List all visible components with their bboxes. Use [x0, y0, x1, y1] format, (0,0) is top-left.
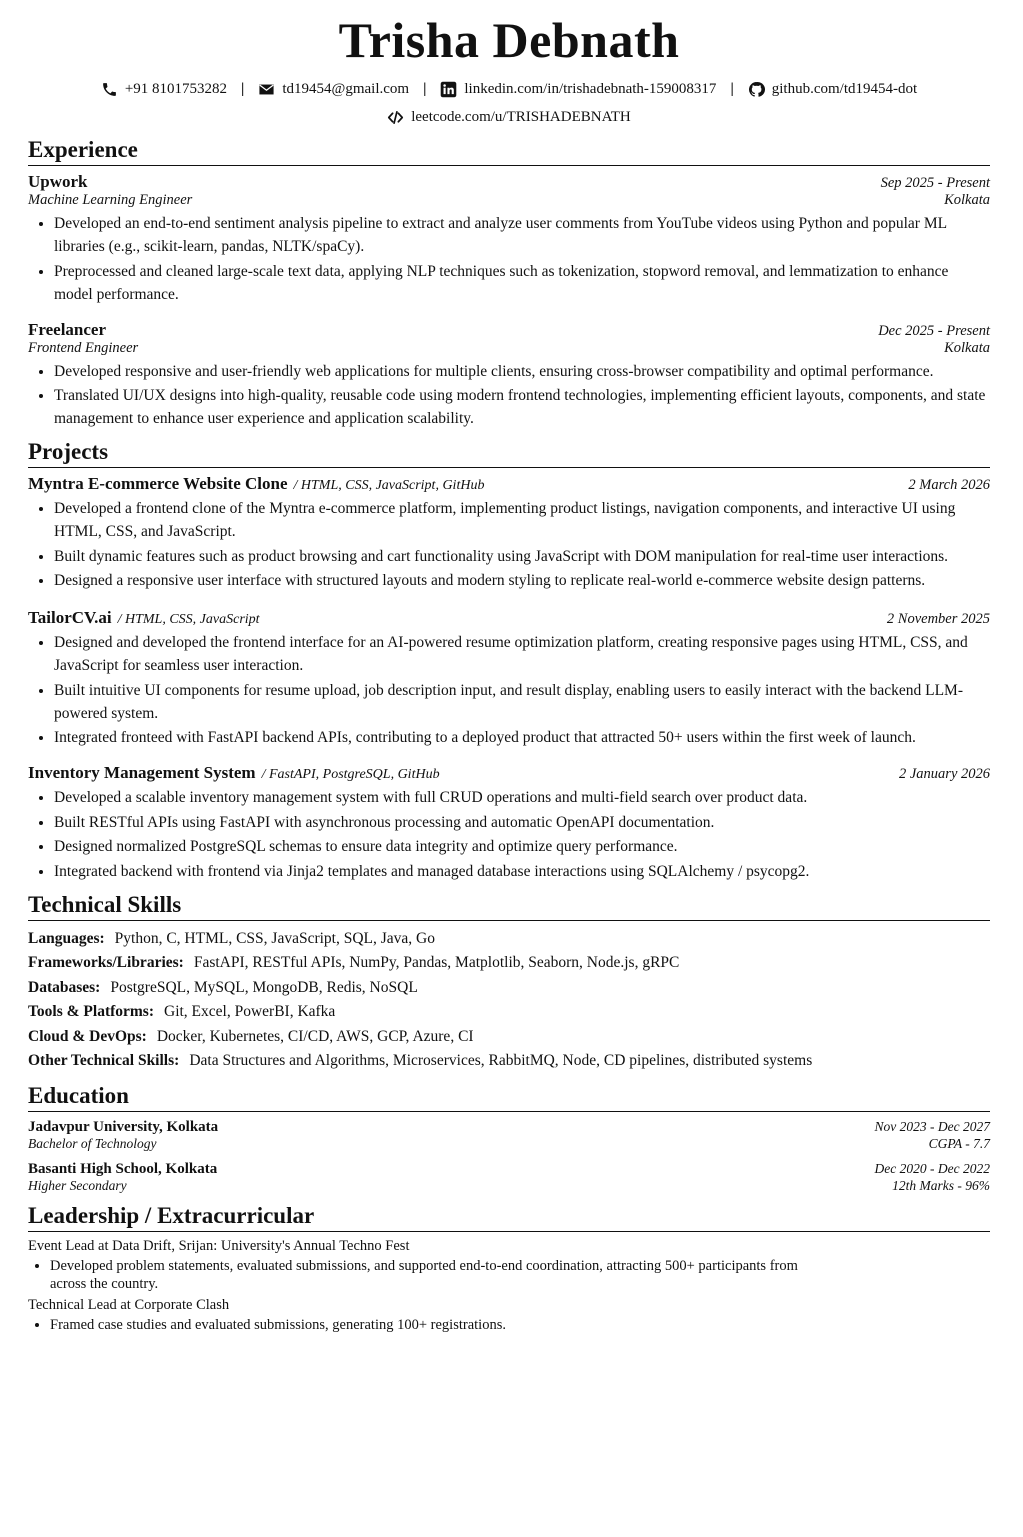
experience-entry [28, 320, 990, 431]
education-entry [28, 1119, 990, 1152]
project-name: Myntra E-commerce Website Clone [28, 474, 288, 493]
bullet-list [28, 497, 990, 592]
skill-label: Frameworks/Libraries: [28, 954, 184, 971]
job-location: Kolkata [944, 192, 990, 208]
github-contact[interactable] [748, 81, 917, 98]
degree: Bachelor of Technology [28, 1135, 157, 1151]
project-entry [28, 763, 990, 883]
skill-row [28, 1049, 990, 1074]
skill-value: Docker, Kubernetes, CI/CD, AWS, GCP, Azure, CI [156, 1027, 474, 1045]
bullet-item: • Developed problem statements, evaluated submissions, and supported end-to-end coordination, attracting 500+ participants from across the country. [50, 1257, 810, 1293]
bullet-item: • Integrated backend with frontend via Jinja2 templates and managed database interactions using SQLAlchemy / psycopg2. [54, 860, 990, 883]
bullet-item: • Developed responsive and user-friendly web applications for multiple clients, ensuring cross-browser compatibility and optimal performance. [54, 360, 990, 383]
project-entry [28, 474, 990, 592]
skill-label: Tools & Platforms: [28, 1003, 154, 1020]
job-role: Frontend Engineer [28, 339, 139, 356]
skills-heading: Technical Skills [28, 891, 990, 921]
bullet-list [28, 631, 990, 749]
skill-value: Python, C, HTML, CSS, JavaScript, SQL, Java, Go [114, 929, 435, 947]
contact-separator: | [730, 80, 734, 97]
bullet-item: • Built dynamic features such as product browsing and cart functionality using JavaScript with DOM manipulation for real-time user interactions. [54, 545, 990, 568]
contact-separator: | [423, 80, 427, 97]
skill-row [28, 976, 990, 1001]
skill-value: Data Structures and Algorithms, Microservices, RabbitMQ, Node, CD pipelines, distributed systems [189, 1052, 813, 1069]
bullet-item: • Developed an end-to-end sentiment analysis pipeline to extract and analyze user comments from YouTube videos using Python and popular ML libraries (e.g., scikit-learn, pandas, NLTK/spaCy). [54, 212, 990, 258]
grade: 12th Marks - 96% [892, 1177, 990, 1193]
education-entry [28, 1161, 990, 1194]
leadership-heading: Leadership / Extracurricular [28, 1202, 990, 1232]
bullet-item: • Built RESTful APIs using FastAPI with asynchronous processing and automatic OpenAPI documentation. [54, 811, 990, 834]
leadership-role: Event Lead at Data Drift, Srijan: University's Annual Techno Fest [28, 1237, 410, 1254]
education-date: Nov 2023 - Dec 2027 [874, 1118, 990, 1134]
candidate-name: Trisha Debnath [338, 12, 680, 68]
project-date: 2 January 2026 [898, 766, 990, 782]
skill-value: FastAPI, RESTful APIs, NumPy, Pandas, Matplotlib, Seaborn, Node.js, gRPC [193, 954, 680, 971]
experience-heading: Experience [28, 136, 990, 166]
skill-value: PostgreSQL, MySQL, MongoDB, Redis, NoSQL [110, 978, 418, 996]
linkedin-url: linkedin.com/in/trishadebnath-159008317 [464, 80, 717, 97]
project-entry [28, 608, 990, 749]
bullet-item: • Framed case studies and evaluated submissions, generating 100+ registrations. [50, 1316, 810, 1334]
contact-bar [28, 78, 990, 100]
job-role: Machine Learning Engineer [28, 192, 193, 208]
bullet-item: • Integrated fronteed with FastAPI backend APIs, contributing to a deployed product that attracted 50+ users within the first week of launch. [54, 726, 990, 749]
bullet-item: • Designed normalized PostgreSQL schemas to ensure data integrity and optimize query performance. [54, 835, 990, 858]
skill-value: Git, Excel, PowerBI, Kafka [164, 1003, 336, 1020]
education-date: Dec 2020 - Dec 2022 [874, 1160, 990, 1176]
bullet-item: • Translated UI/UX designs into high-quality, reusable code using modern frontend technologies, implementing efficient layouts, components, and state management to enhance user experience and application scalability. [54, 384, 990, 430]
project-tech: / HTML, CSS, JavaScript, GitHub [293, 478, 485, 493]
bullet-item: • Developed a frontend clone of the Myntra e-commerce platform, implementing product listings, navigation components, and interactive UI using HTML, CSS, and JavaScript. [54, 497, 990, 543]
education-heading: Education [28, 1082, 990, 1112]
leetcode-url: leetcode.com/u/TRISHADEBNATH [411, 108, 631, 125]
company-name: Freelancer [28, 319, 107, 339]
phone-number: +91 8101753282 [124, 80, 228, 97]
project-name: TailorCV.ai [28, 608, 112, 627]
degree: Higher Secondary [28, 1177, 127, 1193]
linkedin-contact[interactable] [440, 81, 716, 98]
leetcode-contact[interactable] [387, 109, 631, 126]
school-name: Basanti High School, Kolkata [28, 1160, 218, 1177]
bullet-list [28, 212, 990, 306]
bullet-item: • Designed a responsive user interface with structured layouts and modern styling to replicate real-world e-commerce website design patterns. [54, 569, 990, 592]
skill-label: Other Technical Skills: [28, 1052, 180, 1069]
job-location: Kolkata [944, 339, 990, 356]
skill-row [28, 1025, 990, 1050]
bullet-item: • Designed and developed the frontend interface for an AI-powered resume optimization platform, creating responsive pages using HTML, CSS, and JavaScript for seamless user interaction. [54, 631, 990, 677]
bullet-list [28, 786, 990, 883]
project-date: 2 March 2026 [908, 477, 990, 493]
bullet-item: • Developed a scalable inventory management system with full CRUD operations and multi-field search over product data. [54, 786, 990, 809]
skill-row [28, 951, 990, 976]
grade: CGPA - 7.7 [928, 1135, 990, 1151]
project-name: Inventory Management System [28, 763, 256, 782]
github-url: github.com/td19454-dot [771, 80, 918, 97]
bullet-list [28, 1257, 990, 1293]
bullet-item: • Built intuitive UI components for resume upload, job description input, and result display, enabling users to easily interact with the backend LLM-powered system. [54, 679, 990, 725]
projects-heading: Projects [28, 438, 990, 468]
code-icon [387, 109, 404, 126]
linkedin-icon [440, 81, 457, 98]
bullet-list [28, 1316, 990, 1334]
date-range: Dec 2025 - Present [878, 322, 990, 339]
skill-row [28, 927, 990, 952]
project-tech: / FastAPI, PostgreSQL, GitHub [261, 767, 440, 782]
date-range: Sep 2025 - Present [880, 175, 990, 191]
bullet-item: • Preprocessed and cleaned large-scale text data, applying NLP techniques such as tokenization, stopword removal, and lemmatization to enhance model performance. [54, 260, 990, 306]
company-name: Upwork [28, 172, 88, 191]
bullet-list [28, 360, 990, 431]
email-address: td19454@gmail.com [282, 80, 410, 97]
skills-list [28, 927, 990, 1074]
contact-separator: | [241, 80, 245, 97]
experience-entry [28, 172, 990, 306]
school-name: Jadavpur University, Kolkata [28, 1118, 219, 1135]
phone-contact[interactable] [101, 81, 227, 98]
project-tech: / HTML, CSS, JavaScript [117, 612, 260, 627]
skill-label: Languages: [28, 929, 105, 947]
resume-page [28, 0, 990, 1334]
mail-icon [258, 81, 275, 98]
github-icon [748, 81, 765, 98]
contact-bar-secondary [28, 106, 990, 128]
skill-label: Databases: [28, 978, 101, 996]
leadership-role: Technical Lead at Corporate Clash [28, 1296, 230, 1313]
project-date: 2 November 2025 [886, 611, 990, 627]
email-contact[interactable] [258, 81, 409, 98]
skill-row [28, 1000, 990, 1025]
phone-icon [101, 81, 118, 98]
skill-label: Cloud & DevOps: [28, 1027, 147, 1045]
